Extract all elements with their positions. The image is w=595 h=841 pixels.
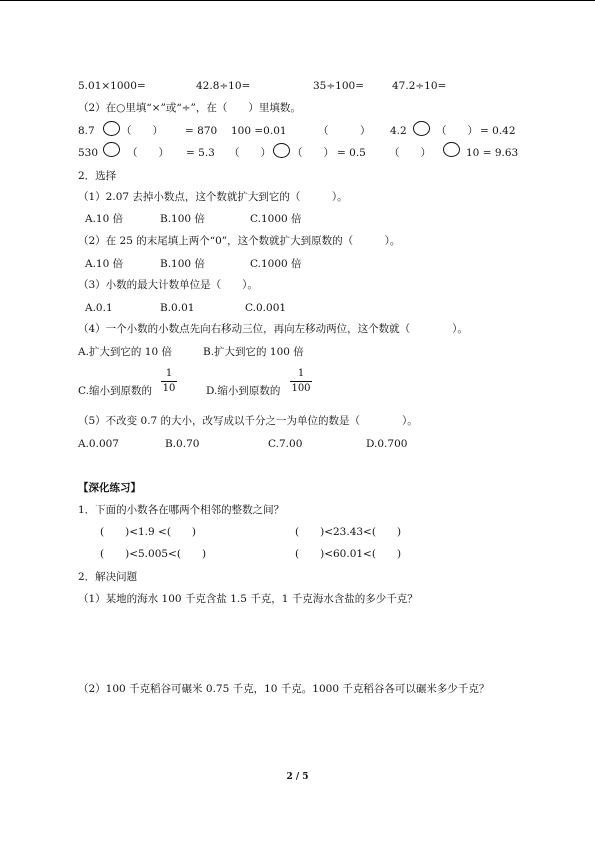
choice-q1-option-b[interactable]: B.100 倍 (160, 213, 205, 225)
choice-q3: （3）小数的最大计数单位是（ ）。 (78, 279, 258, 291)
choice-q2: （2）在 25 的末尾填上两个“0”，这个数就扩大到原数的（ ）。 (78, 235, 401, 247)
deep-q1: 1．下面的小数各在哪两个相邻的整数之间？ (78, 504, 285, 516)
fill-r1b-blank[interactable]: （ ） (318, 125, 371, 137)
problem-2: （2）100 千克稻谷可碾米 0.75 千克，10 千克。1000 千克稻谷各可以碾米多少千克？ (78, 683, 490, 695)
operator-circle[interactable] (273, 143, 290, 158)
fill-r2a-number: 530 (78, 147, 99, 159)
inequality-4[interactable]: ( )<60.01<( ) (295, 548, 402, 560)
choice-q3-option-c[interactable]: C.0.001 (245, 302, 287, 314)
operator-circle[interactable] (413, 121, 430, 136)
calc-1: 5.01×1000= (78, 80, 146, 92)
choice-q1-option-a[interactable]: A.10 倍 (85, 213, 124, 225)
fraction-denominator: 100 (291, 383, 311, 394)
fill-r1a-result: = 870 (185, 125, 218, 137)
choice-q2-option-b[interactable]: B.100 倍 (160, 258, 205, 270)
calc-3: 35÷100= (313, 80, 364, 92)
deep-practice-heading: 【深化练习】 (78, 482, 141, 494)
choice-q4: （4）一个小数的小数点先向右移动三位，再向左移动两位，这个数就（ ）。 (78, 323, 468, 335)
fill-r1a-number: 8.7 (78, 125, 95, 137)
page-number: 2 / 5 (286, 772, 309, 782)
fill-r1b-expression: 100 =0.01 (231, 125, 287, 137)
choice-q5-option-d[interactable]: D.0.700 (366, 438, 408, 450)
fill-r1a-blank[interactable]: （ ） (121, 125, 163, 137)
choice-q5-option-a[interactable]: A.0.007 (78, 438, 119, 450)
choice-q4-option-a[interactable]: A.扩大到它的 10 倍 (78, 346, 172, 358)
choice-q4-option-b[interactable]: B.扩大到它的 100 倍 (203, 346, 304, 358)
deep-q2-title: 2．解决问题 (78, 571, 138, 583)
fill-r2b-result: = 0.5 (337, 147, 366, 159)
fill-r2c-blank[interactable]: （ ） (389, 147, 431, 159)
choice-q5-option-c[interactable]: C.7.00 (268, 438, 303, 450)
calc-4: 47.2÷10= (392, 80, 447, 92)
choice-q1: （1）2.07 去掉小数点，这个数就扩大到它的（ ）。 (78, 191, 348, 203)
inequality-1[interactable]: ( )<1.9 <( ) (100, 526, 197, 538)
choice-q2-option-a[interactable]: A.10 倍 (85, 258, 124, 270)
top-rule (0, 0, 595, 1)
fill-r2a-blank[interactable]: （ ） (127, 147, 169, 159)
fraction-one-hundredth (290, 368, 312, 395)
operator-circle[interactable] (103, 121, 120, 136)
choice-q5-option-b[interactable]: B.0.70 (165, 438, 200, 450)
fraction-numerator: 1 (297, 368, 305, 379)
choice-q5: （5）不改变 0.7 的大小，改写成以千分之一为单位的数是（ ）。 (78, 415, 418, 427)
operator-circle[interactable] (443, 142, 460, 157)
operator-circle[interactable] (103, 142, 120, 157)
choice-q1-option-c[interactable]: C.1000 倍 (250, 213, 302, 225)
choice-q4-option-c[interactable]: C.缩小到原数的 (78, 385, 152, 397)
fraction-denominator: 10 (162, 383, 176, 394)
fill-r1c-blank[interactable]: （ ） (436, 125, 478, 137)
fill-r1c-number: 4.2 (390, 125, 407, 137)
fill-r2b-blank-1[interactable]: （ ） (229, 147, 271, 159)
fill-r1c-result: = 0.42 (480, 125, 516, 137)
calc-2: 42.8÷10= (196, 80, 251, 92)
choice-q2-option-c[interactable]: C.1000 倍 (250, 258, 302, 270)
choice-q3-option-a[interactable]: A.0.1 (85, 302, 113, 314)
fill-r2b-blank-2[interactable]: （ ） (292, 147, 334, 159)
section-choice-title: 2．选择 (78, 170, 117, 182)
problem-1: （1）某地的海水 100 千克含盐 1.5 千克，1 千克海水含盐的多少千克？ (78, 593, 418, 605)
choice-q4-option-d[interactable]: D.缩小到原数的 (206, 385, 281, 397)
inequality-3[interactable]: ( )<5.005<( ) (100, 548, 207, 560)
fraction-one-tenth (161, 368, 177, 395)
inequality-2[interactable]: ( )<23.43<( ) (295, 526, 402, 538)
fraction-numerator: 1 (165, 368, 173, 379)
choice-q3-option-b[interactable]: B.0.01 (160, 302, 195, 314)
fill-r2a-result: = 5.3 (186, 147, 215, 159)
fill-r2c-result: 10 = 9.63 (466, 147, 519, 159)
fill-question-title: （2）在○里填“×”或“÷”，在（ ）里填数。 (78, 102, 301, 114)
